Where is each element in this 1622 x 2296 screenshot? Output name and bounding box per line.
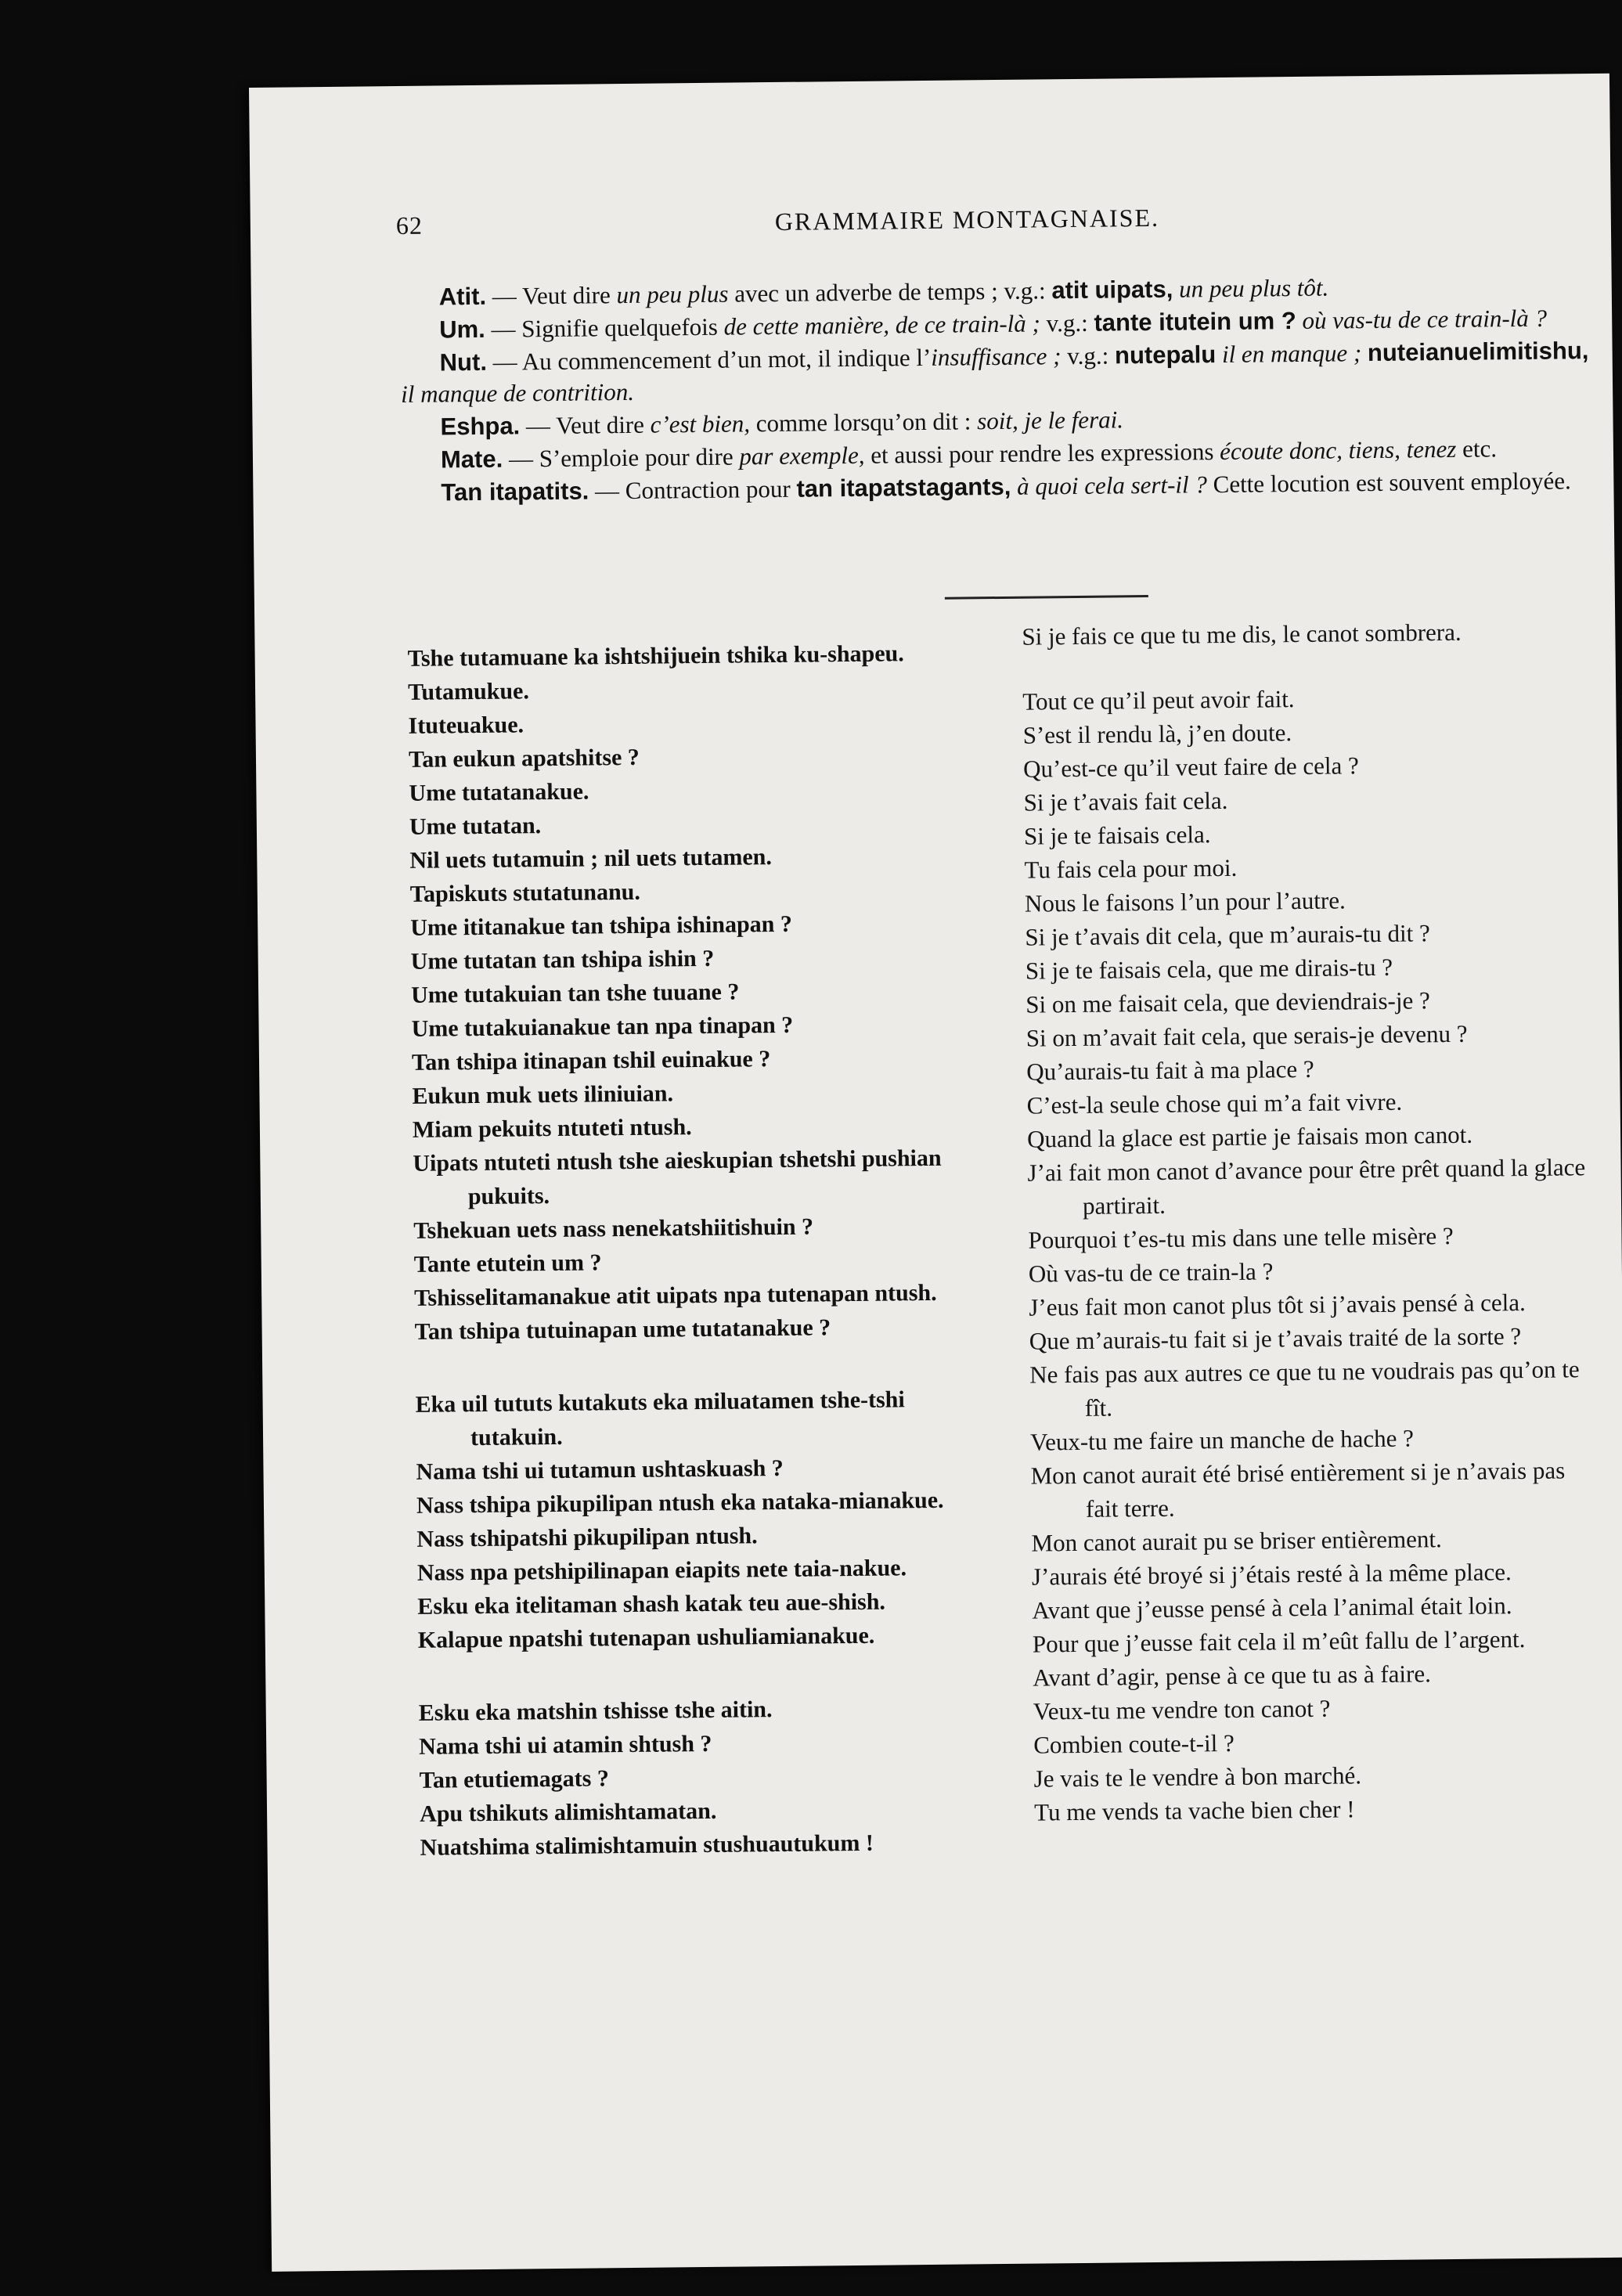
montagnais-sentence: Tan tshipa itinapan tshil euinakue ? bbox=[411, 1046, 771, 1076]
section-divider bbox=[945, 595, 1148, 600]
note-term: Mate. bbox=[440, 445, 503, 474]
note-example: nuteianuelimitishu, bbox=[1367, 337, 1589, 367]
note-term: Eshpa. bbox=[440, 412, 521, 441]
french-translation: Veux-tu me faire un manche de hache ? bbox=[1029, 1424, 1415, 1456]
french-translation: Mon canot aurait pu se briser entièrement. bbox=[1031, 1525, 1442, 1557]
french-translation: Quand la glace est partie je faisais mon canot. bbox=[1026, 1120, 1473, 1153]
french-translation: Ne fais pas aux autres ce que tu ne voudrais pas qu’on te fît. bbox=[1029, 1355, 1580, 1422]
montagnais-sentence: Nass tshipa pikupilipan ntush eka nataka-mianakue. bbox=[416, 1487, 944, 1519]
montagnais-sentence: Nass tshipatshi pikupilipan ntush. bbox=[416, 1523, 758, 1552]
french-translation: Si je te faisais cela. bbox=[1023, 820, 1211, 850]
note-translation: il en manque ; bbox=[1216, 339, 1368, 369]
montagnais-sentence: Kalapue npatshi tutenapan ushuliamianakue. bbox=[417, 1622, 875, 1653]
group-spacer bbox=[418, 1651, 1005, 1696]
montagnais-sentence: Tshe tutamuane ka ishtshijuein tshika ku-shapeu. bbox=[407, 640, 904, 672]
note-text: comme lorsqu’on dit : bbox=[749, 407, 978, 438]
note-term: Um. bbox=[439, 315, 486, 344]
note-text: — Veut dire bbox=[485, 281, 617, 310]
note-translation: c’est bien, bbox=[650, 409, 751, 438]
montagnais-sentence: Apu tshikuts alimishtamatan. bbox=[419, 1797, 717, 1827]
montagnais-sentence: Tutamukue. bbox=[407, 678, 530, 705]
note-translation: à quoi cela sert-il ? bbox=[1011, 470, 1208, 500]
montagnais-sentence: Nama tshi ui atamin shtush ? bbox=[419, 1730, 712, 1760]
french-translation: Si on me faisait cela, que deviendrais-je ? bbox=[1025, 986, 1430, 1018]
montagnais-sentence: Ituteuakue. bbox=[408, 712, 524, 739]
french-translation: Si je t’avais dit cela, que m’aurais-tu dit ? bbox=[1025, 919, 1430, 951]
montagnais-sentence: Nuatshima stalimishtamuin stushuautukum ! bbox=[420, 1829, 874, 1861]
montagnais-sentence: Eukun muk uets iliniuian. bbox=[412, 1080, 674, 1109]
montagnais-sentence: Tshisselitamanakue atit uipats npa tutenapan ntush. bbox=[414, 1279, 937, 1311]
french-translation: Pour que j’eusse fait cela il m’eût fallu de l’argent. bbox=[1032, 1625, 1526, 1658]
french-translation: Tu me vends ta vache bien cher ! bbox=[1033, 1795, 1355, 1826]
page-number: 62 bbox=[395, 211, 424, 240]
montagnais-sentence: Ume ititanakue tan tshipa ishinapan ? bbox=[410, 910, 793, 941]
french-translation: Tout ce qu’il peut avoir fait. bbox=[1022, 685, 1295, 715]
french-translation: Pourquoi t’es-tu mis dans une telle misère ? bbox=[1028, 1221, 1454, 1254]
note-translation: de cette manière, de ce train-là ; bbox=[723, 309, 1041, 341]
french-translation: J’eus fait mon canot plus tôt si j’avais pensé à cela. bbox=[1029, 1289, 1526, 1321]
french-translation: Tu fais cela pour moi. bbox=[1024, 853, 1238, 884]
french-translation: Nous le faisons l’un pour l’autre. bbox=[1024, 886, 1346, 917]
montagnais-sentence: Tan eukun apatshitse ? bbox=[408, 744, 640, 773]
note-translation: un peu plus bbox=[616, 279, 729, 309]
note-text: — Contraction pour bbox=[589, 474, 797, 505]
french-translation: Si on m’avait fait cela, que serais-je devenu ? bbox=[1025, 1019, 1468, 1052]
note-translation: où vas-tu de ce train-là ? bbox=[1296, 304, 1548, 335]
note-text: avec un adverbe de temps ; v.g.: bbox=[728, 276, 1052, 308]
french-translation: Où vas-tu de ce train-la ? bbox=[1028, 1257, 1274, 1288]
note-translation: il manque de contrition. bbox=[400, 377, 635, 408]
note-text: — Signifie quelquefois bbox=[485, 312, 724, 343]
french-translation: C’est-la seule chose qui m’a fait vivre. bbox=[1026, 1087, 1403, 1119]
french-translation: Si je te faisais cela, que me dirais-tu ? bbox=[1025, 953, 1393, 985]
french-translation: S’est il rendu là, j’en doute. bbox=[1022, 719, 1292, 749]
note-translation: écoute donc, tiens, tenez bbox=[1220, 434, 1457, 466]
french-translation: J’aurais été broyé si j’étais resté à la même place. bbox=[1031, 1558, 1512, 1591]
montagnais-sentence: Tapiskuts stutatunanu. bbox=[409, 878, 641, 907]
french-translation: Avant d’agir, pense à ce que tu as à faire. bbox=[1033, 1660, 1432, 1692]
note-text: v.g.: bbox=[1040, 308, 1094, 337]
note-example: tan itapatstagants, bbox=[796, 472, 1011, 503]
montagnais-sentence: Tan etutiemagats ? bbox=[419, 1765, 610, 1793]
french-translation: Combien coute-t-il ? bbox=[1033, 1728, 1235, 1759]
note-text: — S’emploie pour dire bbox=[503, 442, 740, 473]
montagnais-sentence: Ume tutakuianakue tan npa tinapan ? bbox=[411, 1011, 794, 1042]
montagnais-sentence: Nama tshi ui tutamun ushtaskuash ? bbox=[416, 1454, 784, 1485]
montagnais-sentence: Ume tutakuian tan tshe tuuane ? bbox=[410, 979, 740, 1008]
montagnais-sentence: Uipats ntuteti ntush tshe aieskupian tshetshi pushian pukuits. bbox=[413, 1144, 942, 1210]
note-term: Tan itapatits. bbox=[441, 477, 589, 506]
french-translation: Qu’est-ce qu’il veut faire de cela ? bbox=[1022, 752, 1359, 783]
montagnais-sentence: Eka uil tututs kutakuts eka miluatamen tshe-tshi tutakuin. bbox=[415, 1386, 905, 1451]
montagnais-sentence: Tan tshipa tutuinapan ume tutatanakue ? bbox=[414, 1314, 831, 1345]
french-translation: J’ai fait mon canot d’avance pour être prêt quand la glace partirait. bbox=[1027, 1153, 1586, 1220]
note-translation: par exemple, bbox=[739, 441, 865, 470]
note-translation: soit, je le ferai. bbox=[976, 405, 1124, 435]
french-translation: Mon canot aurait été brisé entièrement si je n’avais pas fait terre. bbox=[1030, 1456, 1566, 1523]
note-text: Cette locution est souvent employée. bbox=[1206, 467, 1571, 499]
note-translation: un peu plus tôt. bbox=[1173, 273, 1329, 303]
french-translation: Si je fais ce que tu me dis, le canot sombrera. bbox=[1022, 618, 1462, 651]
book-page bbox=[249, 74, 1622, 2272]
french-translation: Avant que j’eusse pensé à cela l’animal était loin. bbox=[1032, 1591, 1512, 1624]
running-title: GRAMMAIRE MONTAGNAISE. bbox=[774, 203, 1160, 236]
page-header bbox=[251, 199, 1611, 240]
note-term: Nut. bbox=[439, 348, 488, 377]
montagnais-sentence: Nass npa petshipilinapan eiapits nete taia-nakue. bbox=[416, 1555, 907, 1586]
montagnais-sentence: Miam pekuits ntuteti ntush. bbox=[412, 1114, 692, 1143]
montagnais-sentence: Esku eka itelitaman shash katak teu aue-shish. bbox=[417, 1588, 886, 1620]
montagnais-sentence: Ume tutatan. bbox=[409, 813, 542, 840]
montagnais-sentence: Esku eka matshin tshisse tshe aitin. bbox=[418, 1696, 773, 1726]
note-term: Atit. bbox=[438, 282, 487, 311]
note-text: v.g.: bbox=[1061, 341, 1116, 370]
montagnais-sentence: Nil uets tutamuin ; nil uets tutamen. bbox=[409, 844, 773, 874]
french-translation: Je vais te le vendre à bon marché. bbox=[1033, 1761, 1362, 1793]
french-translation: Que m’aurais-tu fait si je t’avais traité de la sorte ? bbox=[1029, 1322, 1522, 1355]
note-text: — Veut dire bbox=[520, 410, 651, 440]
note-translation: insuffisance ; bbox=[931, 342, 1062, 371]
note-example: nutepalu bbox=[1114, 341, 1216, 369]
montagnais-sentence: Tshekuan uets nass nenekatshiitishuin ? bbox=[413, 1213, 814, 1244]
note-example: tante itutein um ? bbox=[1094, 307, 1296, 337]
french-translation: Veux-tu me vendre ton canot ? bbox=[1033, 1694, 1331, 1725]
grammar-note bbox=[400, 335, 1591, 410]
note-text: etc. bbox=[1456, 434, 1498, 463]
french-translation: Si je t’avais fait cela. bbox=[1023, 786, 1228, 816]
note-text: et aussi pour rendre les expressions bbox=[864, 438, 1220, 469]
note-text: — Au commencement d’un mot, il indique l’ bbox=[486, 343, 932, 376]
montagnais-sentence: Ume tutatanakue. bbox=[409, 778, 589, 806]
note-example: atit uipats, bbox=[1051, 275, 1173, 305]
montagnais-column bbox=[407, 636, 1007, 1865]
grammar-notes bbox=[400, 269, 1592, 510]
group-spacer bbox=[415, 1343, 1002, 1388]
montagnais-sentence: Ume tutatan tan tshipa ishin ? bbox=[410, 945, 715, 975]
montagnais-sentence: Tante etutein um ? bbox=[413, 1249, 602, 1278]
french-translation: Qu’aurais-tu fait à ma place ? bbox=[1026, 1054, 1314, 1086]
french-column bbox=[1022, 614, 1598, 1829]
